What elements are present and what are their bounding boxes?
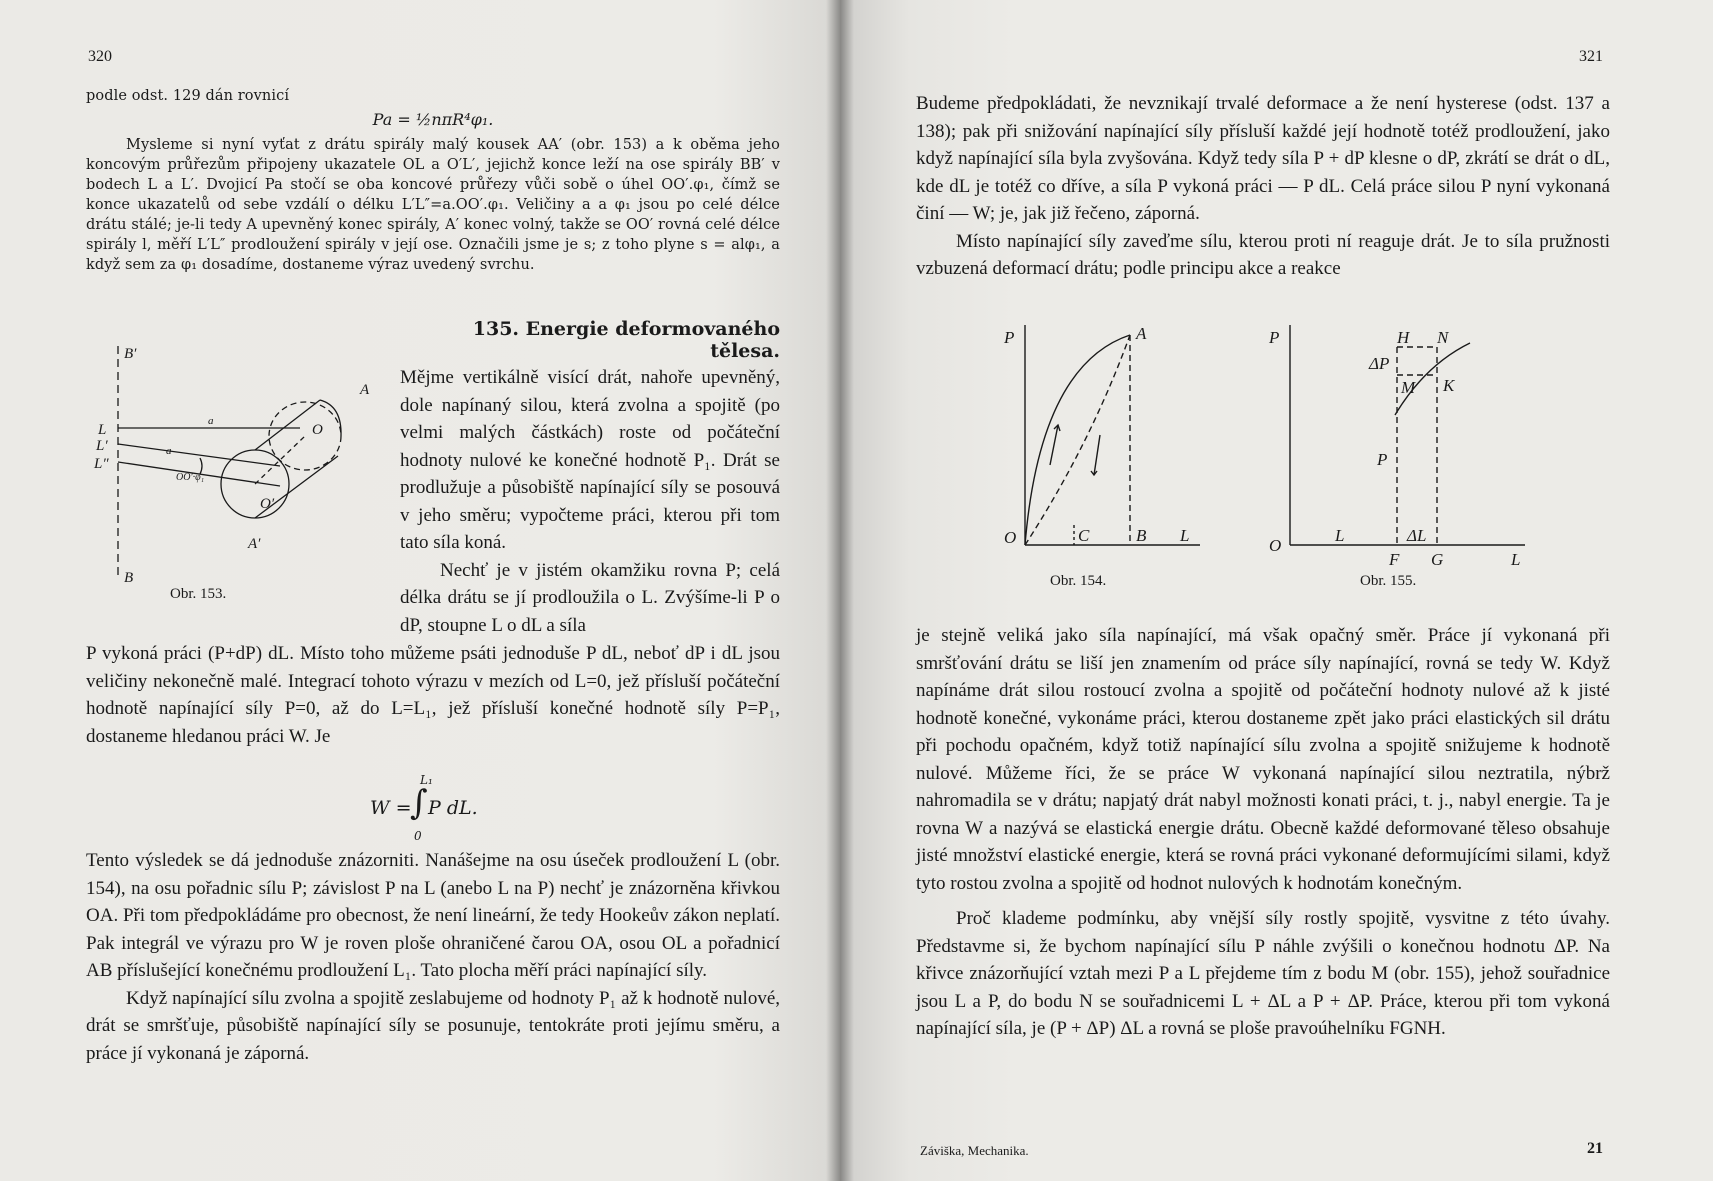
label-o: O xyxy=(312,422,323,438)
figure-155-drawing xyxy=(1265,325,1535,565)
figure-154-caption: Obr. 154. xyxy=(1050,573,1107,589)
label-g: G xyxy=(1431,550,1444,565)
label-o-prime: O′ xyxy=(260,496,275,512)
label-b-bottom: B xyxy=(124,570,134,586)
paragraph-small: Mysleme si nyní vyťat z drátu spirály malý kousek AA′ (obr. 153) a k oběma jeho koncovým průřezům připojeny ukazatele OL a O′L′, jejichž konce leží na ose spirály BB′ v bodech L a L′. Dvojicí Pa stočí se oba koncové průřezy vůči sobě o úhel OO′.φ₁, čímž se konce ukazatelů od sebe vzdálí o délku L′L″=a.OO′.φ₁. Veličiny a a φ₁ jsou po celé délce drátu stálé; je-li tedy A upevněný konec spirály, A′ konec volný, takže se OO′ rovná celé délce spirály l, měří L′L″ prodloužení spirály v její ose. Označili jsme je s; z toho plyne s = alφ₁, a když sem za φ₁ dosadíme, dostaneme výraz uvedený svrchu. xyxy=(86,137,780,273)
label-l: L xyxy=(98,422,107,438)
figure-153-caption: Obr. 153. xyxy=(170,586,227,602)
label-a2: a xyxy=(166,445,172,457)
top-block xyxy=(86,86,780,275)
label-a: A xyxy=(360,382,370,398)
right-top-block xyxy=(916,90,1610,283)
right-bottom-block xyxy=(916,622,1610,1043)
label-c: C xyxy=(1078,526,1090,545)
label-m: M xyxy=(1401,378,1416,397)
intro-line: podle odst. 129 dán rovnicí xyxy=(86,88,290,104)
page-number: 320 xyxy=(88,48,112,65)
integral-upper: L₁ xyxy=(420,773,433,787)
integral-lower: 0 xyxy=(414,829,422,843)
paragraph-nechť-rest: P vykoná práci (P+dP) dL. Místo toho můžeme psáti jednoduše P dL, neboť dP i dL jsou veličiny nekonečně malé. Integrací tohoto výrazu v mezích od L=0, jež přísluší počáteční hodnotě napínající síly P=0, až do L=L₁, jež přísluší konečné hodnotě síly P=P₁, dostaneme hledanou práci W. Je xyxy=(86,643,780,747)
paragraph-kdyz: Když napínající sílu zvolna a spojitě zeslabujeme od hodnoty P₁ až k hodnotě nulové, drát se smršťuje, působiště napínající síly se posunuje, tentokráte proti jejímu směru, a práce jí vykonaná je záporná. xyxy=(86,987,780,1064)
label-dp: ΔP xyxy=(1369,354,1390,373)
label-a-prime: A′ xyxy=(248,536,261,552)
paragraph-je: je stejně veliká jako síla napínající, má však opačný směr. Práce jí vykonaná při smršťování drátu se liší jen znamením od práce síly napínající, rovná se tedy W. Když napínáme drát silou rostoucí zvolna a spojitě od počáteční hodnoty nulové až k jisté hodnotě konečné, vykonáme práci, kterou dostaneme zpět jako práci elastických sil drátu při pochodu opačném, když totiž napínající sílu zvolna a spojitě snižujeme k hodnotě nulové. Můžeme říci, že se práce W vykonaná napínající silou neztratila, nýbrž nahromadila se v drátu; napjatý drát nabyl možnosti konati práci, t. j., nabyl energie. Ta je rovna W a nazývá se elastická energie drátu. Obecně každé deformované těleso obsahuje jisté množství elastické energie, která se rovná práci vykonané deformujícími silami, když tyto rostou zvolna a spojitě od hodnot nulových k hodnotám konečným. xyxy=(916,625,1610,894)
section-block xyxy=(400,318,780,639)
equation-pa: Pa = ½nπR⁴φ₁. xyxy=(372,110,494,129)
integral-sign: ∫ xyxy=(410,783,428,823)
label-n: N xyxy=(1437,328,1449,347)
footer-author-text: Záviška, Mechanika. xyxy=(920,1143,1029,1158)
figure-155 xyxy=(1265,325,1535,595)
figure-154-drawing xyxy=(990,325,1210,565)
left-page xyxy=(0,0,840,1181)
paragraph-tento: Tento výsledek se dá jednoduše znázorniti. Nanášejme na osu úseček prodloužení L (obr. 154), na osu pořadnic sílu P; závislost P na L (anebo L na P) nechť je znázorněna křivkou OA. Při tom předpokládáme pro obecnost, že není lineární, že tedy Hookeův zákon neplatí. Pak integrál ve výrazu pro W je roven ploše ohraničené čarou OA, osou OL a pořadnicí AB příslušející konečnému prodloužení L₁. Tato plocha měří práci napínající síly. xyxy=(86,850,780,981)
integral-lhs: W = xyxy=(370,797,412,819)
label-dl: ΔL xyxy=(1407,526,1427,545)
label-a1: a xyxy=(208,415,214,427)
label-o: O xyxy=(1269,536,1282,555)
label-o: O xyxy=(1004,528,1017,547)
label-b: B xyxy=(1136,526,1147,545)
label-l: L xyxy=(1180,526,1190,545)
figure-155-caption: Obr. 155. xyxy=(1360,573,1417,589)
label-l-axis: L xyxy=(1511,550,1521,565)
label-l1: L′ xyxy=(96,438,108,454)
page-number: 321 xyxy=(1579,48,1603,65)
figure-153-drawing xyxy=(80,336,390,626)
footer-signature-number: 21 xyxy=(1587,1140,1603,1157)
paragraph-misto: Místo napínající síly zaveďme sílu, kterou proti ní reaguje drát. Je to síla pružnosti vzbuzená deformací drátu; podle principu akce a reakce xyxy=(916,230,1610,279)
bottom-block xyxy=(86,847,780,1067)
integral-body: P dL. xyxy=(428,797,478,819)
middle-block xyxy=(86,640,780,750)
label-k: K xyxy=(1443,376,1455,395)
label-l-seg: L xyxy=(1335,526,1345,545)
label-p: P xyxy=(1377,450,1388,469)
figure-154 xyxy=(990,325,1210,595)
footer-author xyxy=(920,1143,1029,1159)
section-paragraph: Mějme vertikálně visící drát, nahoře upevněný, dole napínaný silou, která zvolna a spojitě (po velmi malých částkách) roste od počáteční hodnoty nulové ke konečné hodnotě P₁. Drát se prodlužuje a působiště napínající síly se posouvá v jeho směru; vypočteme práci, kterou při tom tato síla koná. xyxy=(400,367,780,553)
label-f: F xyxy=(1389,550,1400,565)
label-l2: L″ xyxy=(94,456,109,472)
paragraph-proc: Proč klademe podmínku, aby vnější síly rostly spojitě, vysvitne z této úvahy. Představme si, že bychom napínající sílu P náhle zvýšili o konečnou hodnotu ΔP. Na křivce znázorňující vztah mezi P a L přejdeme tím z bodu M (obr. 155), jehož souřadnice jsou L a P, do bodu N se souřadnicemi L + ΔL a P + ΔP. Práce, kterou při tom vykoná napínající síla, je (P + ΔP) ΔL a rovná se ploše pravoúhelníku FGNH. xyxy=(916,908,1610,1039)
label-p-axis: P xyxy=(1269,328,1280,347)
label-h: H xyxy=(1397,328,1410,347)
integral-equation xyxy=(370,775,490,845)
label-a: A xyxy=(1136,325,1147,343)
label-angle: OO′·φ₁ xyxy=(176,472,205,483)
label-b-top: B′ xyxy=(124,346,137,362)
figure-153 xyxy=(80,336,390,626)
label-p: P xyxy=(1004,328,1015,347)
paragraph-nechť-start: Nechť je v jistém okamžiku rovna P; celá délka drátu se jí prodloužila o L. Zvýšíme-li P o dP, stoupne L o dL a síla xyxy=(400,559,780,636)
section-title: 135. Energie deformovaného tělesa. xyxy=(472,318,780,362)
paragraph-budeme: Budeme předpokládati, že nevznikají trvalé deformace a že není hysterese (odst. 137 a 138); pak při snižování napínající síly přísluší každé její hodnotě totéž prodloužení, jako když napínající síla byla zvyšována. Když tedy síla P + dP klesne o dP, zkrátí se drát o dL, kde dL je totéž co dříve, a síla P vykoná práci — P dL. Celá práce silou P nyní vykonaná činí — W; je, jak již řečeno, záporná. xyxy=(916,93,1610,224)
